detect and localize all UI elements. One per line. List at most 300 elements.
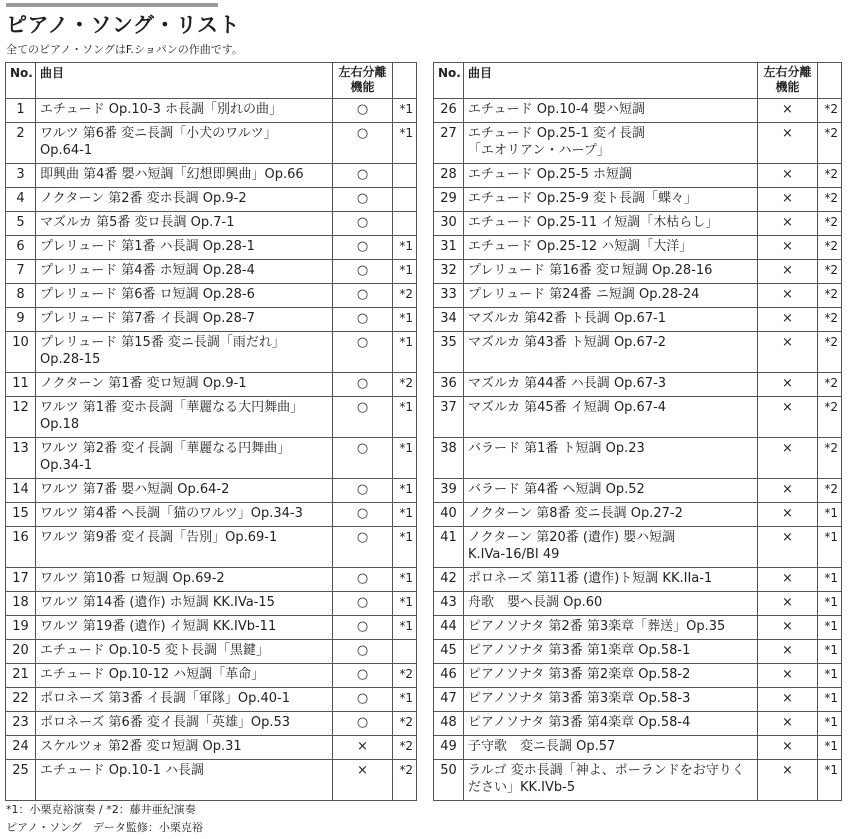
- song-title-line: プレリュード 第15番 変ニ長調「雨だれ」: [40, 335, 285, 350]
- table-row: [6, 616, 417, 640]
- song-title-line: 舟歌 嬰ヘ長調 Op.60: [468, 595, 603, 610]
- song-number: 30: [434, 212, 464, 236]
- split-function-mark: ○: [333, 212, 393, 236]
- header-note: [818, 63, 842, 99]
- split-function-mark: ×: [758, 592, 818, 616]
- table-row: [434, 212, 842, 236]
- song-title-line: ワルツ 第1番 変ホ長調「華麗なる大円舞曲」: [40, 400, 304, 415]
- performer-note: *2: [818, 479, 842, 503]
- song-number: 24: [6, 736, 36, 760]
- song-title-line: バラード 第1番 ト短調 Op.23: [468, 441, 645, 456]
- table-row: [6, 308, 417, 332]
- performer-note: *2: [818, 373, 842, 397]
- performer-note: *1: [818, 760, 842, 801]
- performer-note: *2: [818, 397, 842, 438]
- performer-note: *2: [818, 260, 842, 284]
- table-row: [6, 640, 417, 664]
- song-title-line: Op.34-1: [40, 458, 93, 473]
- split-function-mark: ×: [758, 760, 818, 801]
- song-title-line: エチュード Op.25-1 変イ長調: [468, 126, 645, 141]
- song-title-line: エチュード Op.10-5 変ト長調「黒鍵」: [40, 643, 269, 658]
- song-number: 41: [434, 527, 464, 568]
- split-function-mark: ×: [758, 236, 818, 260]
- table-row: [6, 260, 417, 284]
- song-title: [36, 260, 333, 284]
- header-function-line1: 左右分離: [763, 65, 812, 79]
- performer-note: *2: [393, 284, 417, 308]
- performer-note: *1: [393, 527, 417, 568]
- song-number: 38: [434, 438, 464, 479]
- table-header-row: [434, 63, 842, 99]
- split-function-mark: ○: [333, 503, 393, 527]
- table-row: [6, 760, 417, 801]
- song-title-line: エチュード Op.10-1 ハ長調: [40, 763, 204, 778]
- table-header-row: [6, 63, 417, 99]
- song-title-line: ポロネーズ 第3番 イ長調「軍隊」Op.40-1: [40, 691, 291, 706]
- split-function-mark: ×: [758, 188, 818, 212]
- song-title-line: ワルツ 第2番 変イ長調「華麗なる円舞曲」: [40, 441, 291, 456]
- performer-note: *1: [393, 616, 417, 640]
- table-row: [6, 479, 417, 503]
- song-number: 10: [6, 332, 36, 373]
- page-title: ピアノ・ソング・リスト: [6, 13, 240, 37]
- song-number: 50: [434, 760, 464, 801]
- song-title: [36, 688, 333, 712]
- split-function-mark: ○: [333, 284, 393, 308]
- performer-note: *1: [393, 503, 417, 527]
- split-function-mark: ○: [333, 308, 393, 332]
- song-title: [36, 592, 333, 616]
- table-row: [434, 438, 842, 479]
- performer-note: *2: [393, 373, 417, 397]
- table-row: [6, 438, 417, 479]
- song-title-line: ワルツ 第4番 ヘ長調「猫のワルツ」Op.34-3: [40, 506, 303, 521]
- song-title-line: ノクターン 第8番 変ニ長調 Op.27-2: [468, 506, 683, 521]
- split-function-mark: ○: [333, 640, 393, 664]
- song-number: 28: [434, 164, 464, 188]
- song-number: 20: [6, 640, 36, 664]
- song-number: 43: [434, 592, 464, 616]
- song-number: 44: [434, 616, 464, 640]
- performer-note: *2: [393, 664, 417, 688]
- split-function-mark: ×: [758, 688, 818, 712]
- table-row: [434, 284, 842, 308]
- song-title: [36, 332, 333, 373]
- song-title: [464, 592, 758, 616]
- song-number: 11: [6, 373, 36, 397]
- song-number: 8: [6, 284, 36, 308]
- song-number: 42: [434, 568, 464, 592]
- song-title: [36, 373, 333, 397]
- performer-note: *1: [393, 332, 417, 373]
- split-function-mark: ○: [333, 527, 393, 568]
- song-title: [36, 397, 333, 438]
- table-row: [434, 712, 842, 736]
- table-row: [434, 164, 842, 188]
- song-title: [464, 99, 758, 123]
- song-title: [464, 568, 758, 592]
- split-function-mark: ×: [758, 664, 818, 688]
- performer-note: *2: [393, 736, 417, 760]
- song-number: 46: [434, 664, 464, 688]
- song-table-right: [433, 62, 842, 801]
- performer-note: *2: [818, 236, 842, 260]
- song-title: [36, 712, 333, 736]
- split-function-mark: ○: [333, 664, 393, 688]
- table-row: [6, 592, 417, 616]
- song-title: [36, 640, 333, 664]
- song-number: 1: [6, 99, 36, 123]
- split-function-mark: ×: [758, 616, 818, 640]
- song-number: 2: [6, 123, 36, 164]
- song-number: 33: [434, 284, 464, 308]
- song-title: [464, 479, 758, 503]
- header-function: [333, 63, 393, 99]
- song-title-line: K.IVa-16/BI 49: [468, 547, 560, 562]
- song-title-line: ポロネーズ 第11番 (遺作)ト短調 KK.IIa-1: [468, 571, 713, 586]
- song-number: 35: [434, 332, 464, 373]
- table-row: [6, 332, 417, 373]
- table-row: [6, 164, 417, 188]
- song-title-line: マズルカ 第43番 ト短調 Op.67-2: [468, 335, 667, 350]
- performer-note: *1: [393, 236, 417, 260]
- table-row: [6, 736, 417, 760]
- table-row: [434, 640, 842, 664]
- split-function-mark: ×: [758, 640, 818, 664]
- split-function-mark: ○: [333, 592, 393, 616]
- table-row: [6, 123, 417, 164]
- table-row: [434, 527, 842, 568]
- song-number: 15: [6, 503, 36, 527]
- song-title-line: ピアノソナタ 第3番 第2楽章 Op.58-2: [468, 667, 691, 682]
- performer-note: *1: [818, 592, 842, 616]
- song-title-line: ピアノソナタ 第3番 第1楽章 Op.58-1: [468, 643, 691, 658]
- performer-note: *1: [393, 308, 417, 332]
- split-function-mark: ×: [333, 736, 393, 760]
- table-row: [6, 527, 417, 568]
- song-title: [464, 188, 758, 212]
- split-function-mark: ×: [758, 527, 818, 568]
- song-title: [36, 479, 333, 503]
- page-subtitle: 全てのピアノ・ソングはF.ショパンの作曲です。: [6, 43, 243, 56]
- table-row: [434, 99, 842, 123]
- performer-note: *1: [393, 99, 417, 123]
- table-row: [6, 188, 417, 212]
- performer-note: *1: [818, 640, 842, 664]
- song-title-line: Op.28-15: [40, 352, 101, 367]
- performer-note: *1: [818, 736, 842, 760]
- song-title-line: エチュード Op.10-12 ハ短調「革命」: [40, 667, 265, 682]
- performer-note: *2: [818, 308, 842, 332]
- song-title-line: 「エオリアン・ハープ」: [468, 143, 610, 158]
- song-title-line: ワルツ 第19番 (遺作) イ短調 KK.IVb-11: [40, 619, 277, 634]
- song-number: 16: [6, 527, 36, 568]
- split-function-mark: ○: [333, 688, 393, 712]
- song-title: [36, 736, 333, 760]
- table-row: [6, 568, 417, 592]
- song-title: [464, 212, 758, 236]
- song-title-line: エチュード Op.10-4 嬰ハ短調: [468, 102, 645, 117]
- song-number: 26: [434, 99, 464, 123]
- song-title-line: ワルツ 第7番 嬰ハ短調 Op.64-2: [40, 482, 230, 497]
- song-number: 40: [434, 503, 464, 527]
- song-number: 12: [6, 397, 36, 438]
- performer-note: *1: [818, 664, 842, 688]
- song-number: 29: [434, 188, 464, 212]
- performer-note: [393, 164, 417, 188]
- song-title-line: ノクターン 第1番 変ロ短調 Op.9-1: [40, 376, 247, 391]
- performer-note: *1: [393, 438, 417, 479]
- song-title: [36, 503, 333, 527]
- split-function-mark: ○: [333, 397, 393, 438]
- split-function-mark: ×: [758, 332, 818, 373]
- split-function-mark: ×: [758, 397, 818, 438]
- table-row: [434, 397, 842, 438]
- performer-note: *2: [818, 188, 842, 212]
- performer-note: *1: [393, 123, 417, 164]
- song-number: 31: [434, 236, 464, 260]
- split-function-mark: ×: [758, 568, 818, 592]
- song-number: 14: [6, 479, 36, 503]
- song-number: 5: [6, 212, 36, 236]
- table-row: [434, 592, 842, 616]
- performer-note: *1: [818, 712, 842, 736]
- song-title: [464, 527, 758, 568]
- table-row: [6, 373, 417, 397]
- song-title-line: プレリュード 第7番 イ長調 Op.28-7: [40, 311, 255, 326]
- performer-note: [393, 188, 417, 212]
- performer-note: *1: [818, 568, 842, 592]
- table-row: [6, 236, 417, 260]
- performer-note: *2: [818, 332, 842, 373]
- split-function-mark: ×: [758, 308, 818, 332]
- song-title-line: エチュード Op.25-12 ハ短調「大洋」: [468, 239, 693, 254]
- song-title: [464, 736, 758, 760]
- table-row: [6, 503, 417, 527]
- song-number: 34: [434, 308, 464, 332]
- split-function-mark: ×: [758, 712, 818, 736]
- song-number: 25: [6, 760, 36, 801]
- song-title-line: プレリュード 第1番 ハ長調 Op.28-1: [40, 239, 255, 254]
- header-function: [758, 63, 818, 99]
- table-row: [434, 688, 842, 712]
- song-title: [36, 308, 333, 332]
- song-title-line: マズルカ 第5番 変ロ長調 Op.7-1: [40, 215, 235, 230]
- song-title: [464, 712, 758, 736]
- split-function-mark: ○: [333, 260, 393, 284]
- song-title-line: ワルツ 第9番 変イ長調「告別」Op.69-1: [40, 530, 278, 545]
- table-row: [6, 284, 417, 308]
- song-number: 32: [434, 260, 464, 284]
- table-row: [434, 568, 842, 592]
- song-number: 48: [434, 712, 464, 736]
- song-title-line: プレリュード 第4番 ホ短調 Op.28-4: [40, 263, 255, 278]
- header-function-line2: 機能: [775, 80, 800, 94]
- performer-note: *1: [393, 688, 417, 712]
- song-title-line: スケルツォ 第2番 変ロ短調 Op.31: [40, 739, 242, 754]
- performer-note: *1: [818, 527, 842, 568]
- table-row: [6, 688, 417, 712]
- performer-note: *2: [818, 164, 842, 188]
- song-title-line: プレリュード 第24番 ニ短調 Op.28-24: [468, 287, 700, 302]
- song-title-line: マズルカ 第45番 イ短調 Op.67-4: [468, 400, 667, 415]
- song-title: [36, 284, 333, 308]
- song-title-line: ださい」KK.IVb-5: [468, 780, 576, 795]
- song-title-line: ワルツ 第10番 ロ短調 Op.69-2: [40, 571, 225, 586]
- split-function-mark: ○: [333, 712, 393, 736]
- song-title: [464, 397, 758, 438]
- performer-note: *2: [818, 123, 842, 164]
- song-title: [36, 568, 333, 592]
- split-function-mark: ×: [758, 260, 818, 284]
- song-title: [36, 212, 333, 236]
- table-row: [6, 712, 417, 736]
- split-function-mark: ×: [758, 438, 818, 479]
- song-number: 18: [6, 592, 36, 616]
- table-row: [434, 503, 842, 527]
- song-title: [36, 123, 333, 164]
- table-row: [434, 123, 842, 164]
- song-title-line: バラード 第4番 ヘ短調 Op.52: [468, 482, 645, 497]
- split-function-mark: ○: [333, 438, 393, 479]
- song-title-line: プレリュード 第16番 変ロ短調 Op.28-16: [468, 263, 713, 278]
- performer-note: *2: [393, 760, 417, 801]
- split-function-mark: ×: [758, 164, 818, 188]
- performer-note: *1: [393, 568, 417, 592]
- song-number: 9: [6, 308, 36, 332]
- performer-note: *2: [818, 212, 842, 236]
- song-title: [464, 236, 758, 260]
- song-title-line: ノクターン 第20番 (遺作) 嬰ハ短調: [468, 530, 676, 545]
- song-title: [464, 616, 758, 640]
- performer-note: *1: [818, 616, 842, 640]
- header-title: 曲目: [464, 63, 758, 99]
- header-no: No.: [6, 63, 36, 99]
- split-function-mark: ○: [333, 188, 393, 212]
- split-function-mark: ×: [758, 99, 818, 123]
- title-rule: [6, 3, 218, 7]
- performer-note: *2: [818, 284, 842, 308]
- song-number: 22: [6, 688, 36, 712]
- performer-note: *1: [393, 397, 417, 438]
- song-title: [464, 373, 758, 397]
- header-function-line1: 左右分離: [338, 65, 387, 79]
- song-number: 27: [434, 123, 464, 164]
- song-title-line: 即興曲 第4番 嬰ハ短調「幻想即興曲」Op.66: [40, 167, 304, 182]
- table-row: [434, 664, 842, 688]
- table-row: [6, 664, 417, 688]
- song-title-line: エチュード Op.25-5 ホ短調: [468, 167, 632, 182]
- song-number: 21: [6, 664, 36, 688]
- song-title-line: Op.64-1: [40, 143, 93, 158]
- song-title-line: ピアノソナタ 第3番 第3楽章 Op.58-3: [468, 691, 691, 706]
- performer-note: *1: [818, 503, 842, 527]
- table-row: [434, 260, 842, 284]
- table-row: [434, 760, 842, 801]
- song-number: 47: [434, 688, 464, 712]
- song-title: [464, 760, 758, 801]
- song-number: 6: [6, 236, 36, 260]
- table-row: [6, 397, 417, 438]
- song-title: [464, 688, 758, 712]
- split-function-mark: ×: [758, 212, 818, 236]
- song-title: [464, 284, 758, 308]
- table-row: [434, 308, 842, 332]
- table-row: [434, 373, 842, 397]
- split-function-mark: ○: [333, 164, 393, 188]
- song-title: [464, 438, 758, 479]
- song-title-line: ピアノソナタ 第3番 第4楽章 Op.58-4: [468, 715, 691, 730]
- song-number: 49: [434, 736, 464, 760]
- header-no: No.: [434, 63, 464, 99]
- split-function-mark: ○: [333, 373, 393, 397]
- song-title-line: マズルカ 第42番 ト長調 Op.67-1: [468, 311, 667, 326]
- song-title-line: ワルツ 第14番 (遺作) ホ短調 KK.IVa-15: [40, 595, 275, 610]
- song-title: [464, 664, 758, 688]
- song-title: [464, 503, 758, 527]
- split-function-mark: ×: [758, 123, 818, 164]
- song-number: 36: [434, 373, 464, 397]
- song-title-line: マズルカ 第44番 ハ長調 Op.67-3: [468, 376, 667, 391]
- song-title-line: エチュード Op.10-3 ホ長調「別れの曲」: [40, 102, 282, 117]
- split-function-mark: ×: [758, 503, 818, 527]
- song-number: 39: [434, 479, 464, 503]
- split-function-mark: ○: [333, 479, 393, 503]
- performer-note: *1: [393, 592, 417, 616]
- split-function-mark: ○: [333, 236, 393, 260]
- table-row: [434, 616, 842, 640]
- song-title-line: ノクターン 第2番 変ホ長調 Op.9-2: [40, 191, 247, 206]
- footer-legend: *1：小栗克裕演奏 / *2：藤井亜紀演奏: [6, 803, 196, 816]
- song-title-line: 子守歌 変ニ長調 Op.57: [468, 739, 616, 754]
- song-number: 23: [6, 712, 36, 736]
- song-title: [464, 123, 758, 164]
- song-number: 37: [434, 397, 464, 438]
- song-title: [36, 616, 333, 640]
- table-row: [434, 736, 842, 760]
- table-row: [6, 99, 417, 123]
- song-title-line: プレリュード 第6番 ロ短調 Op.28-6: [40, 287, 255, 302]
- song-title-line: ピアノソナタ 第2番 第3楽章「葬送」Op.35: [468, 619, 726, 634]
- song-title-line: ラルゴ 変ホ長調「神よ、ポーランドをお守りく: [468, 763, 745, 778]
- performer-note: *2: [393, 712, 417, 736]
- split-function-mark: ×: [333, 760, 393, 801]
- table-row: [434, 332, 842, 373]
- split-function-mark: ×: [758, 373, 818, 397]
- performer-note: *2: [818, 99, 842, 123]
- split-function-mark: ×: [758, 479, 818, 503]
- split-function-mark: ×: [758, 736, 818, 760]
- performer-note: *2: [818, 438, 842, 479]
- song-title-line: エチュード Op.25-11 イ短調「木枯らし」: [468, 215, 719, 230]
- song-number: 4: [6, 188, 36, 212]
- song-title: [464, 640, 758, 664]
- song-title: [36, 664, 333, 688]
- split-function-mark: ○: [333, 616, 393, 640]
- header-function-line2: 機能: [350, 80, 375, 94]
- performer-note: *1: [818, 688, 842, 712]
- footer-supervision: ピアノ・ソング データ監修：小栗克裕: [6, 821, 203, 834]
- split-function-mark: ○: [333, 568, 393, 592]
- table-row: [6, 212, 417, 236]
- table-row: [434, 479, 842, 503]
- song-number: 45: [434, 640, 464, 664]
- song-number: 7: [6, 260, 36, 284]
- split-function-mark: ○: [333, 332, 393, 373]
- performer-note: [393, 640, 417, 664]
- song-title-line: エチュード Op.25-9 変ト長調「蝶々」: [468, 191, 697, 206]
- song-title: [464, 308, 758, 332]
